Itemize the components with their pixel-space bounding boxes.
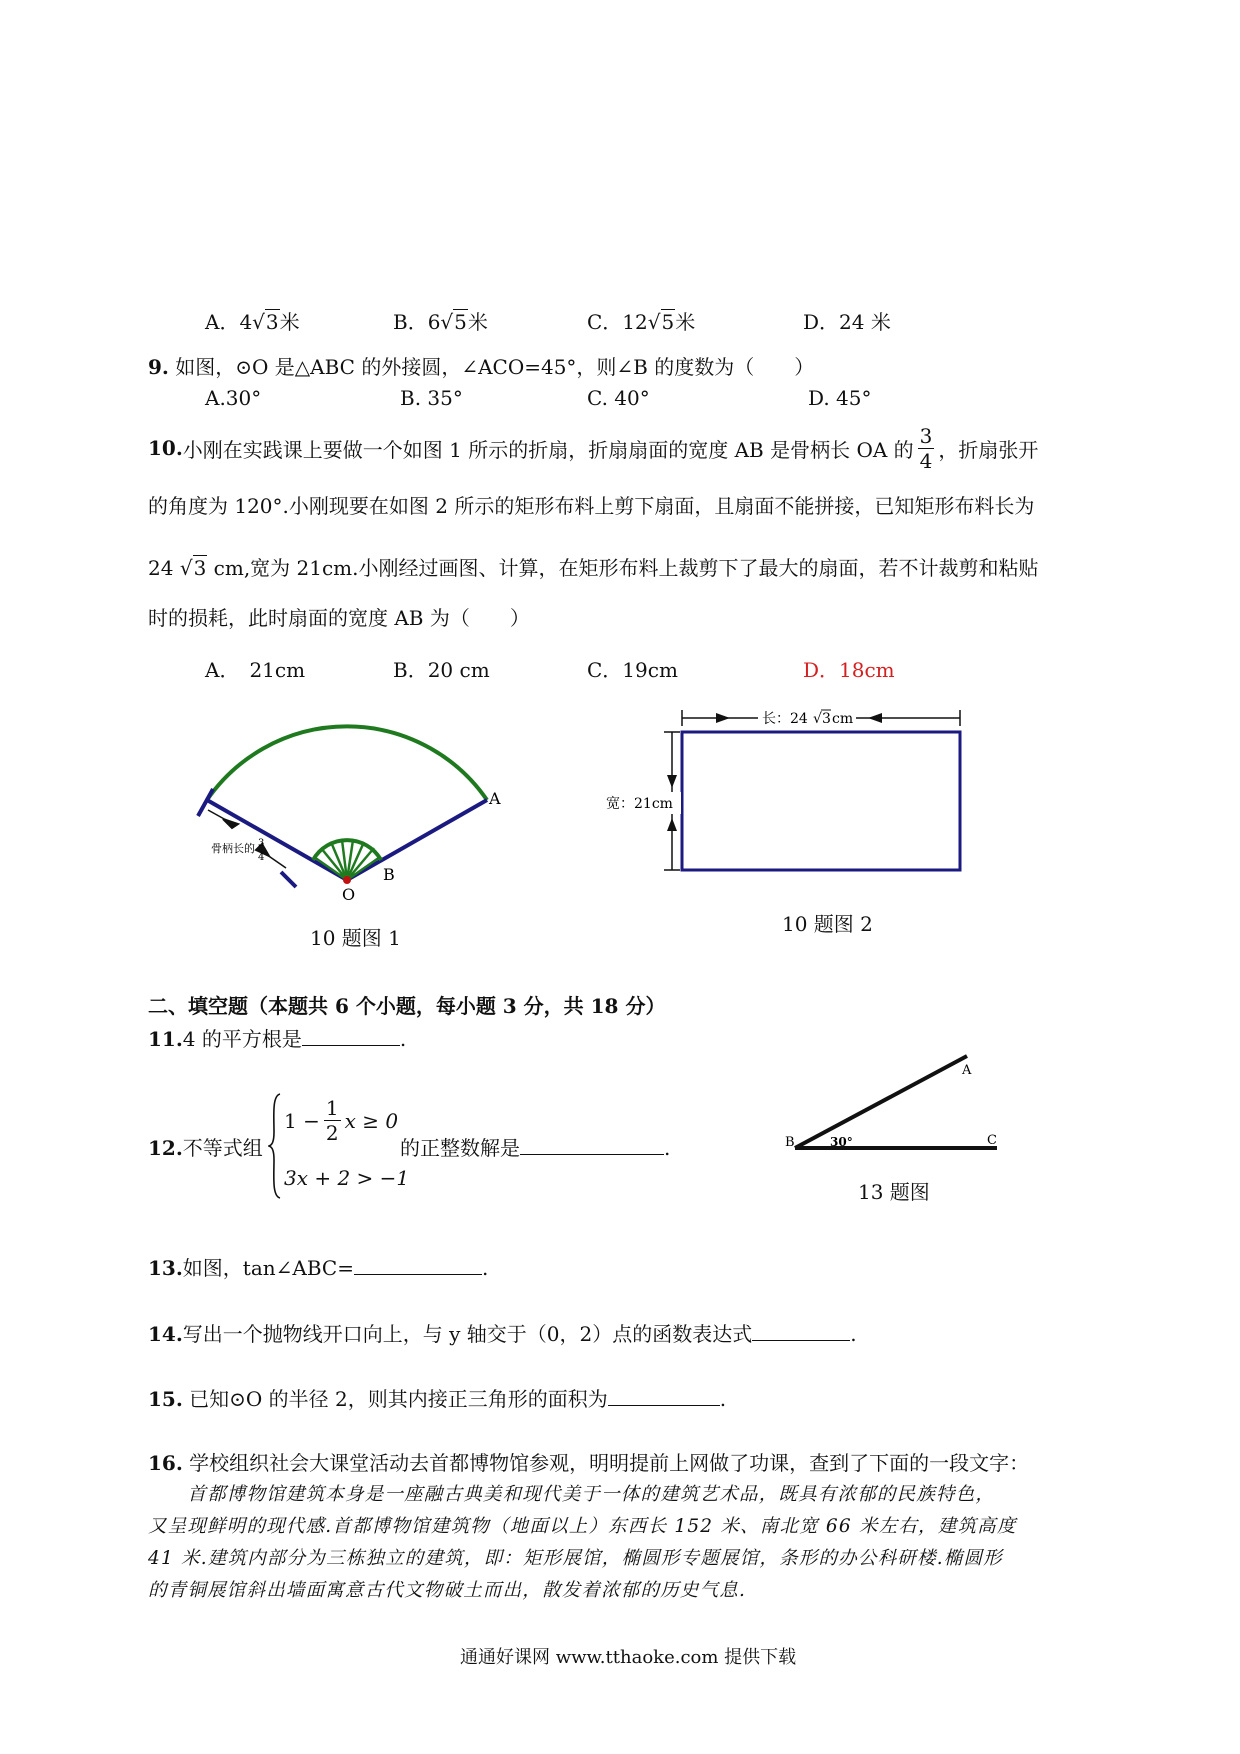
q13-question: 13.如图，tan∠ABC= . <box>148 1256 489 1280</box>
fan-dim-tick-bottom <box>281 872 296 887</box>
fan-rib-left <box>207 800 347 880</box>
fan-rib-label: 骨柄长的 <box>211 842 255 855</box>
svg-text:3: 3 <box>258 838 265 849</box>
q16-passage-line-1: 首都博物馆建筑本身是一座融古典美和现代美于一体的建筑艺术品，既具有浓郁的民族特色， <box>148 1484 996 1505</box>
q10-option-c: C．19cm <box>587 658 678 682</box>
q8-option-d: D．24 米 <box>803 310 891 334</box>
q9-option-c: C. 40° <box>587 386 650 410</box>
cloth-rectangle <box>682 732 960 870</box>
fig2-caption: 10 题图 2 <box>782 912 873 936</box>
svg-text:√: √ <box>813 711 822 727</box>
q12-inequality-2: 3x + 2 > −1 <box>284 1166 410 1190</box>
q16-question: 16. 学校组织社会大课堂活动去首都博物馆参观，明明提前上网做了功课，查到了下面的一段文字： <box>148 1451 1030 1475</box>
q9-option-b: B. 35° <box>400 386 463 410</box>
q10-option-a: A． 21cm <box>205 658 306 682</box>
sqrt-symbol: √5 <box>440 310 467 334</box>
fan-outer-arc <box>207 726 487 800</box>
fan-label-a: A <box>489 789 501 808</box>
q9-option-a: A.30° <box>205 386 262 410</box>
length-arrow-right <box>716 713 730 723</box>
q15-question: 15. 已知⊙O 的半径 2，则其内接正三角形的面积为 . <box>148 1387 727 1411</box>
sqrt-symbol: √3 <box>179 556 207 580</box>
q10-option-b: B．20 cm <box>393 658 490 682</box>
q13-answer-blank <box>354 1256 482 1275</box>
q8-option-a: A．4√3米 <box>205 310 300 334</box>
fan-figure <box>190 690 530 950</box>
section-2-title: 二、填空题（本题共 6 个小题，每小题 3 分，共 18 分） <box>148 994 666 1018</box>
label-c: C <box>987 1133 997 1148</box>
svg-text:cm: cm <box>832 711 854 727</box>
fan-rib-right <box>347 800 487 880</box>
fan-label-o: O <box>342 885 356 904</box>
label-a: A <box>962 1063 972 1078</box>
q10-line-1: 10. 小刚在实践课上要做一个如图 1 所示的折扇，折扇扇面的宽度 AB 是骨柄长 OA 的 $\frac{3}{4}$ ，折扇张开 <box>148 423 1039 473</box>
svg-text:3: 3 <box>822 711 831 727</box>
fraction: $\frac{1}{2}$ <box>325 1096 339 1145</box>
fan-pivot <box>343 876 351 884</box>
label-angle: 30° <box>830 1135 853 1149</box>
q12-inequality-system <box>268 1092 410 1200</box>
label-b: B <box>785 1135 795 1150</box>
fan-label-b: B <box>383 865 395 884</box>
q9-option-d: D. 45° <box>808 386 872 410</box>
q12-answer-blank <box>520 1136 664 1155</box>
q15-answer-blank <box>608 1387 720 1406</box>
q14-answer-blank <box>752 1322 850 1341</box>
q16-passage-line-2: 又呈现鲜明的现代感.首都博物馆建筑物（地面以上）东西长 152 米、南北宽 66 米左右，建筑高度 <box>148 1516 1017 1537</box>
fig1-caption: 10 题图 1 <box>310 926 401 950</box>
q8-option-c: C．12√5米 <box>587 310 696 334</box>
width-arrow-up <box>667 818 677 831</box>
q10-option-d-answer: D．18cm <box>803 658 895 682</box>
svg-text:4: 4 <box>258 852 265 863</box>
q9-question: 9. 如图，⊙O 是△ABC 的外接圆，∠ACO=45°，则∠B 的度数为（ ） <box>148 355 815 379</box>
q12-question: 12.不等式组 <box>148 1136 263 1160</box>
width-label: 宽：21cm <box>606 796 673 812</box>
length-arrow-left <box>868 713 882 723</box>
q10-line-2: 的角度为 120°.小刚现要在如图 2 所示的矩形布料上剪下扇面，且扇面不能拼接，已知矩形布料长为 <box>148 494 1035 518</box>
brace-icon <box>268 1092 282 1200</box>
angle-figure <box>785 1048 1000 1158</box>
q11-question: 11.4 的平方根是 . <box>148 1027 407 1051</box>
ray-ba <box>795 1056 967 1148</box>
q16-passage-line-3: 41 米.建筑内部分为三栋独立的建筑，即：矩形展馆，椭圆形专题展馆，条形的办公科研楼.椭圆形 <box>148 1548 1003 1569</box>
sqrt-symbol: √5 <box>647 310 675 334</box>
q11-answer-blank <box>302 1027 400 1046</box>
q8-option-b: B．6√5米 <box>393 310 488 334</box>
page-footer: 通通好课网 www.tthaoke.com 提供下载 <box>460 1647 797 1668</box>
width-arrow-down <box>667 775 677 788</box>
sqrt-symbol: √3 <box>252 310 279 334</box>
length-label: 长：24 <box>762 711 808 727</box>
q16-passage-line-4: 的青铜展馆斜出墙面寓意古代文物破土而出，散发着浓郁的历史气息. <box>148 1580 747 1601</box>
cloth-figure <box>600 700 970 890</box>
q10-line-4: 时的损耗，此时扇面的宽度 AB 为（ ） <box>148 606 530 630</box>
fig13-caption: 13 题图 <box>858 1180 930 1204</box>
fraction: $\frac{3}{4}$ <box>919 423 933 473</box>
q10-line-3: 24 √3 cm,宽为 21cm.小刚经过画图、计算，在矩形布料上裁剪下了最大的扇面，若不计裁剪和粘贴 <box>148 556 1039 580</box>
q12-inequality-1: 1 − $\frac{1}{2}$ x ≥ 0 <box>284 1096 399 1145</box>
q12-suffix: 的正整数解是 . <box>400 1136 671 1160</box>
q14-question: 14.写出一个抛物线开口向上，与 y 轴交于（0，2）点的函数表达式 . <box>148 1322 857 1346</box>
